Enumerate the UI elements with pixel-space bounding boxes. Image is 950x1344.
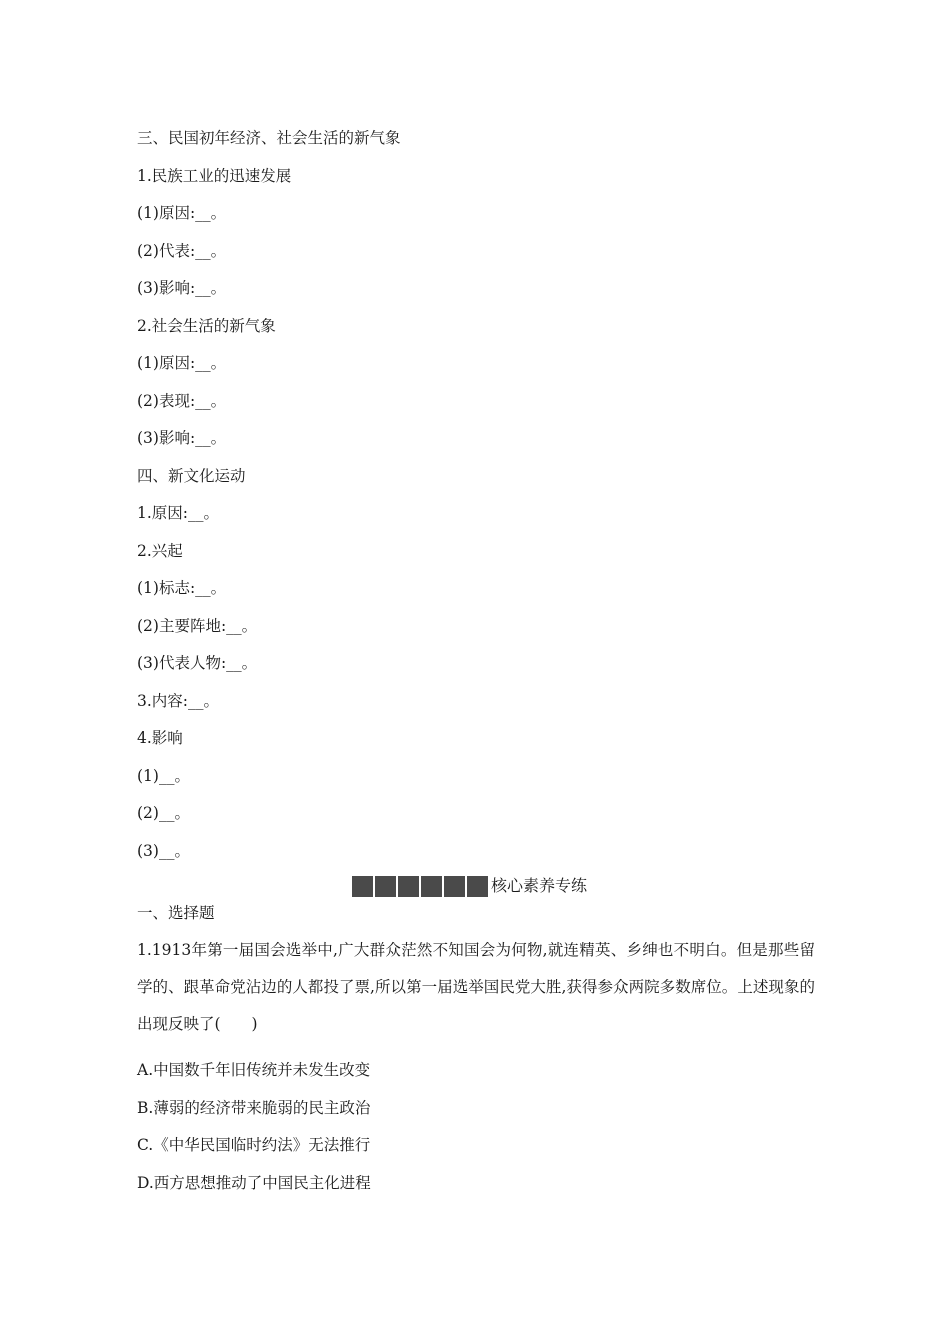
section3-sub2-title: 2.社会生活的新气象 bbox=[137, 317, 276, 335]
section3-sub2-item-3: (3)影响:__。 bbox=[137, 429, 227, 447]
section4-item2-title: 2.兴起 bbox=[137, 542, 183, 560]
banner-block-icon bbox=[421, 876, 442, 897]
question-1-stem: 1.1913年第一届国会选举中,广大群众茫然不知国会为何物,就连精英、乡绅也不明白。但是那些留学的、跟革命党沾边的人都投了票,所以第一届选举国民党大胜,获得参众两院多数席位。上述现象的出现反映了( ) bbox=[137, 941, 815, 1033]
core-practice-banner bbox=[352, 875, 587, 897]
section4-item1: 1.原因:__。 bbox=[137, 504, 220, 522]
section3-heading: 三、民国初年经济、社会生活的新气象 bbox=[137, 129, 401, 147]
section4-heading: 四、新文化运动 bbox=[137, 467, 246, 485]
section4-item3: 3.内容:__。 bbox=[137, 692, 220, 710]
section4-item4-sub-1: (1)__。 bbox=[137, 767, 190, 785]
section3-sub2-item-1: (1)原因:__。 bbox=[137, 354, 227, 372]
question-1-option-d[interactable]: D.西方思想推动了中国民主化进程 bbox=[137, 1174, 371, 1192]
banner-block-icon bbox=[467, 876, 488, 897]
section3-sub1-item-2: (2)代表:__。 bbox=[137, 242, 227, 260]
section4-item4-title: 4.影响 bbox=[137, 729, 183, 747]
section4-item2-sub-2: (2)主要阵地:__。 bbox=[137, 617, 258, 635]
section3-sub1-item-1: (1)原因:__。 bbox=[137, 204, 227, 222]
question-1-option-b[interactable]: B.薄弱的经济带来脆弱的民主政治 bbox=[137, 1099, 371, 1117]
exercise-heading: 一、选择题 bbox=[137, 904, 215, 922]
question-1-option-a[interactable]: A.中国数千年旧传统并未发生改变 bbox=[137, 1061, 371, 1079]
section4-item4-sub-3: (3)__。 bbox=[137, 842, 190, 860]
section4-item4-sub-2: (2)__。 bbox=[137, 804, 190, 822]
banner-block-icon bbox=[398, 876, 419, 897]
question-1-option-c[interactable]: C.《中华民国临时约法》无法推行 bbox=[137, 1136, 371, 1154]
banner-block-icon bbox=[444, 876, 465, 897]
banner-block-icon bbox=[375, 876, 396, 897]
banner-label: 核心素养专练 bbox=[491, 876, 588, 895]
section4-item2-sub-1: (1)标志:__。 bbox=[137, 579, 227, 597]
section3-sub2-item-2: (2)表现:__。 bbox=[137, 392, 227, 410]
section3-sub1-item-3: (3)影响:__。 bbox=[137, 279, 227, 297]
banner-block-icon bbox=[352, 876, 373, 897]
section3-sub1-title: 1.民族工业的迅速发展 bbox=[137, 167, 292, 185]
section4-item2-sub-3: (3)代表人物:__。 bbox=[137, 654, 258, 672]
